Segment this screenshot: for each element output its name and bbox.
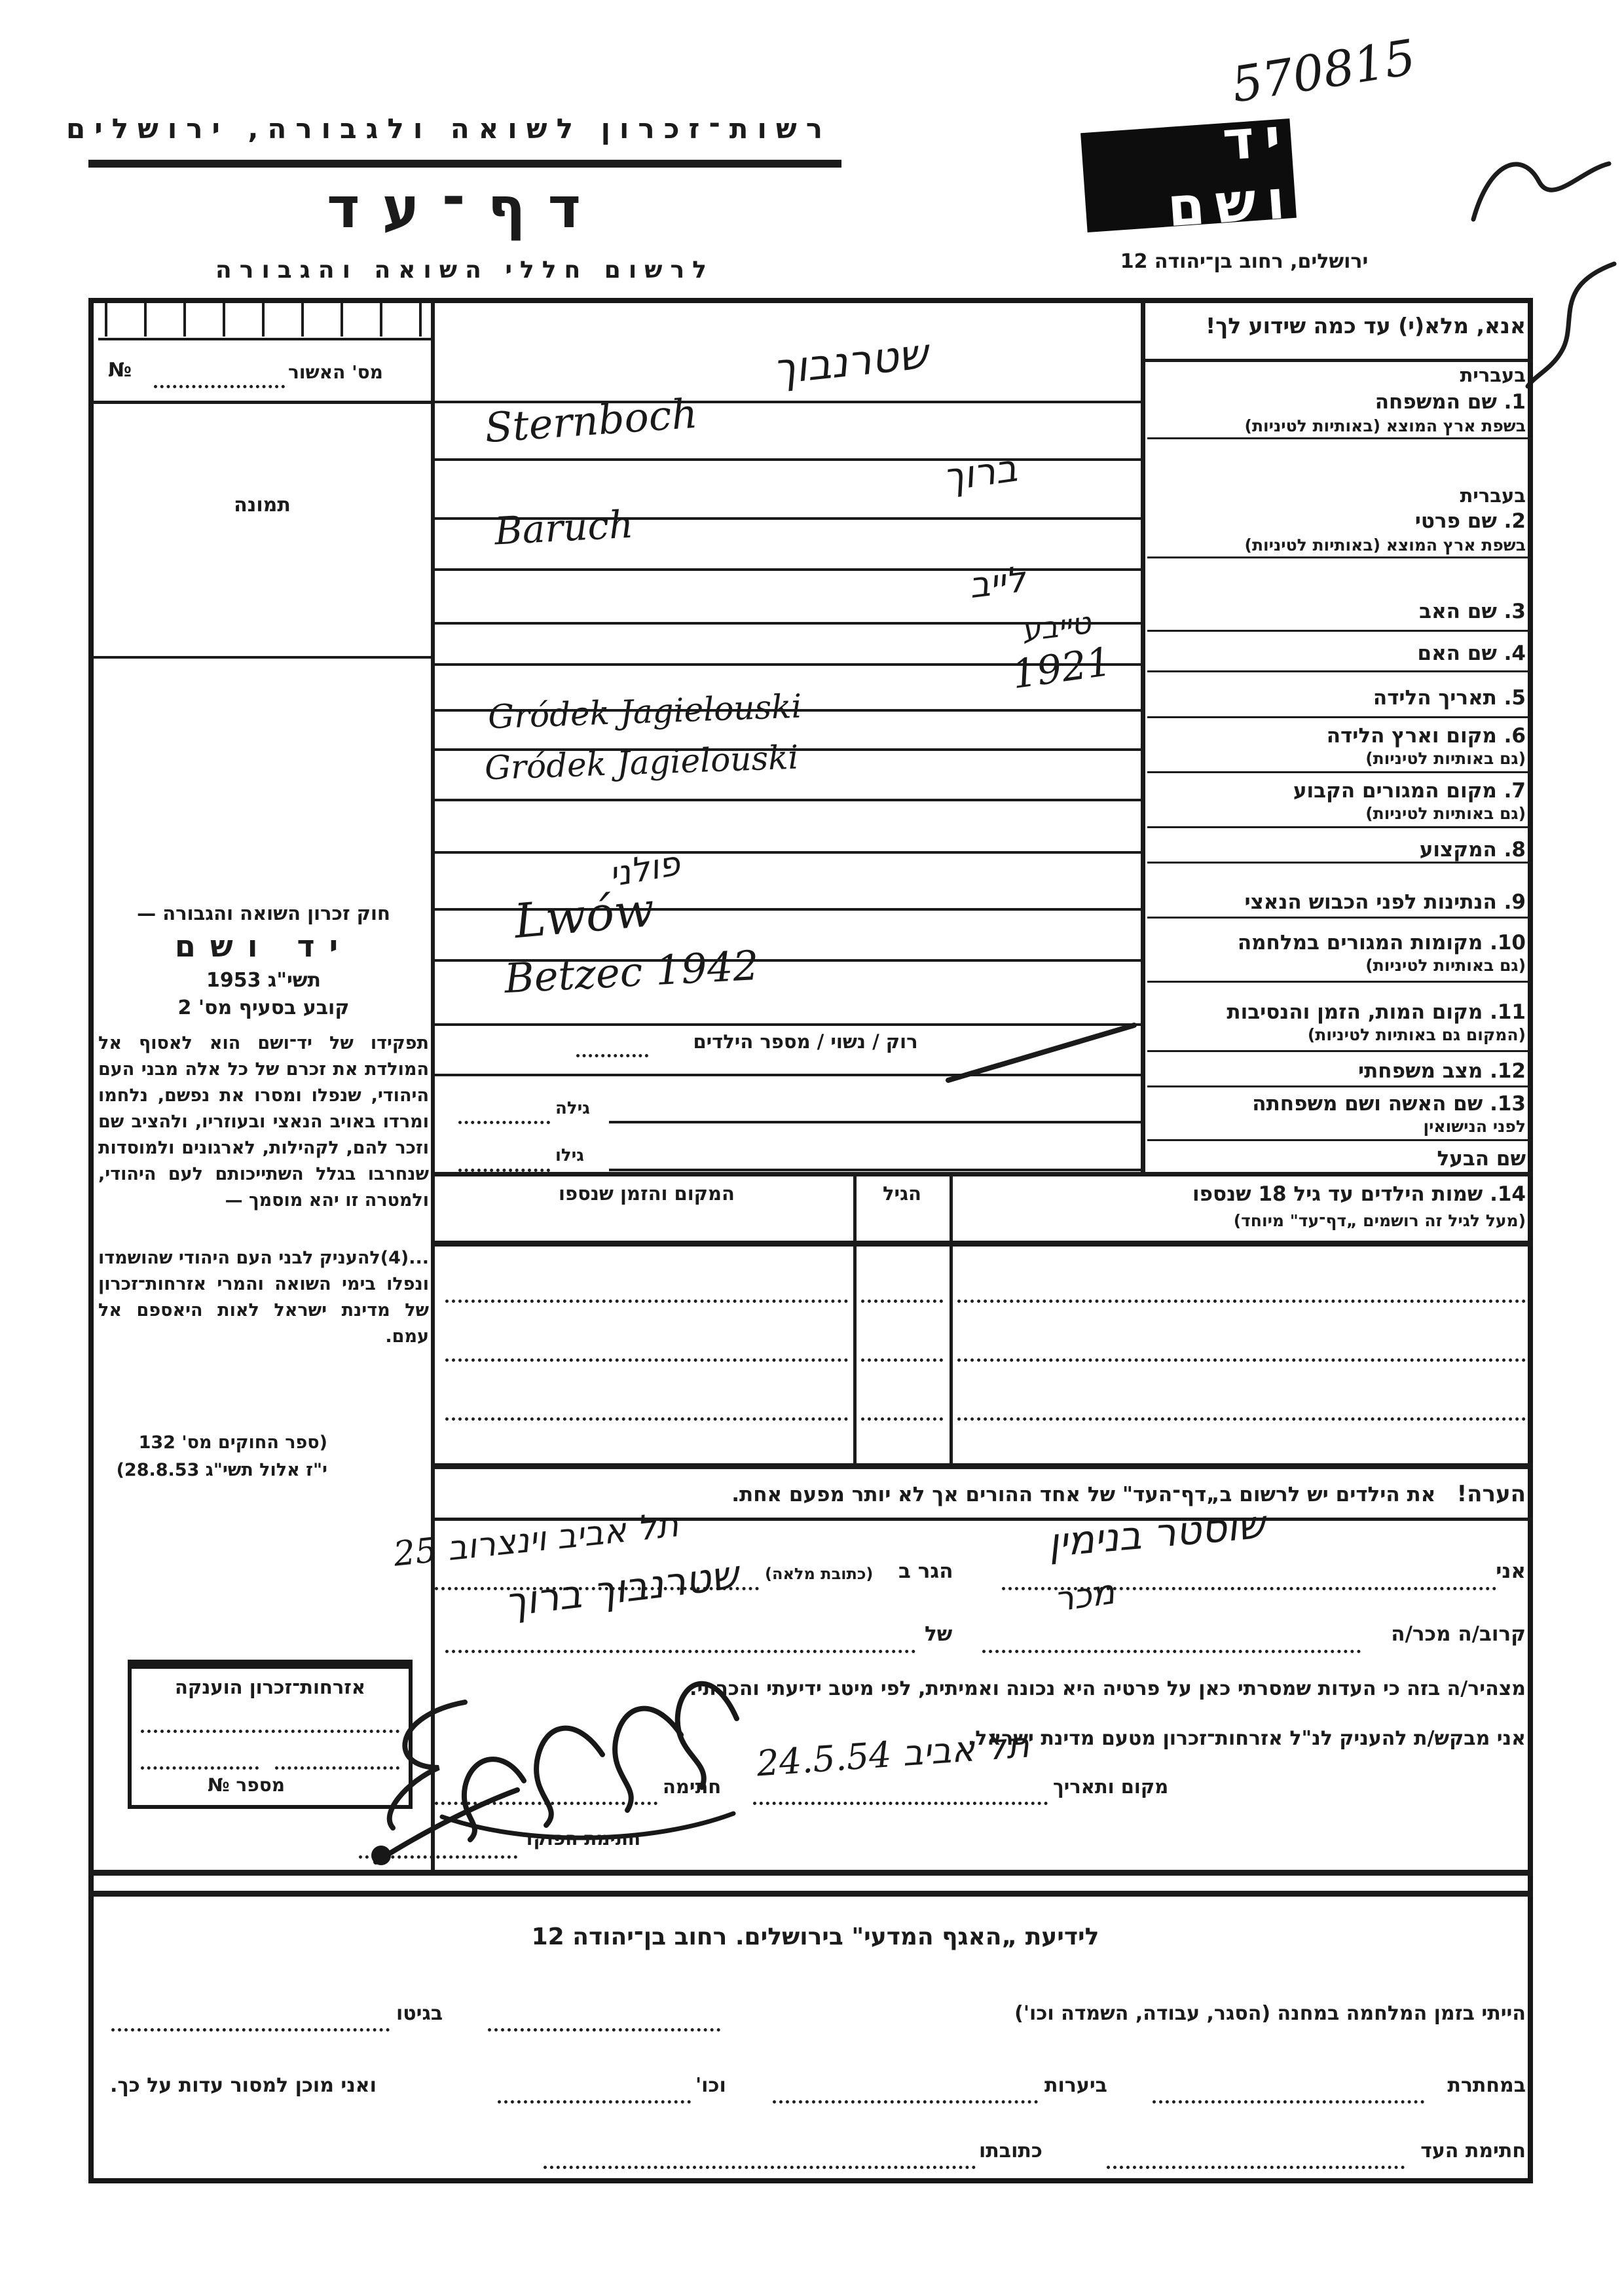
separator-heavy-1 (88, 1870, 1533, 1876)
field-2-label: 2. שם פרטי (1414, 509, 1526, 533)
field-13-line[interactable] (609, 1121, 1141, 1123)
decl-residing-label: הגר ב (898, 1559, 953, 1583)
bottom-line1-camp: הייתי בזמן המלחמה במחנה (הסגר, עבודה, השמדה וכו') (1014, 2002, 1526, 2025)
bottom-line1-ghetto: בגיטו (396, 2002, 443, 2025)
hw-first-name-latin: Baruch (493, 501, 635, 554)
bottom-witness-signature-label: חתימת העד (1420, 2140, 1526, 2162)
bottom-line2-ready: ואני מוכן למסור עדות על כך. (110, 2074, 377, 2097)
wife-age-label: גילה (555, 1099, 590, 1118)
hw-residence-place: Gródek Jagielouski (484, 738, 800, 788)
field-1-hebrew-note: בעברית (1460, 364, 1526, 386)
field-9-label: 9. הנתינות לפני הכבוש הנאצי (1244, 890, 1526, 914)
field-12-label: 12. מצב משפחתי (1357, 1059, 1526, 1083)
field-10-label: 10. מקומות המגורים במלחמה (1237, 931, 1526, 955)
labels-rule-13 (1147, 1139, 1531, 1141)
field-1-label: 1. שם המשפחה (1375, 390, 1526, 414)
labels-rule-12 (1147, 1085, 1531, 1087)
bottom-ghetto-line[interactable] (111, 2028, 390, 2032)
decl-of-label: של (925, 1622, 953, 1646)
bottom-underground-line[interactable] (1153, 2100, 1424, 2104)
field-7-label: 7. מקום המגורים הקבוע (1293, 779, 1526, 803)
hw-death-place-time: Betzec 1942 (503, 941, 760, 1003)
yad-vashem-logo-text: יד ושם (1165, 106, 1298, 240)
field-1-line-latin[interactable] (435, 458, 1141, 461)
labels-rule-9 (1147, 917, 1531, 919)
hw-place-date: תל אביב 24.5.54 (755, 1724, 1031, 1785)
law-source-1: (ספר החוקים מס' 132 (138, 1432, 327, 1453)
decl-statement: מצהיר/ה בזה כי העדות שמסרתי כאן על פרטיה היא נכונה ואמיתית, לפי מיטב ידיעתי והכרתי. (690, 1677, 1526, 1700)
place-date-line[interactable] (753, 1802, 1048, 1805)
table-vline-age-right (950, 1172, 953, 1467)
table-vline-age-left (853, 1172, 857, 1467)
hw-birth-year: 1921 (1008, 638, 1115, 699)
child-row-2-age[interactable] (861, 1358, 943, 1362)
stray-scribble (354, 1689, 485, 1833)
header-underline (88, 160, 841, 168)
child-row-1-age[interactable] (861, 1300, 943, 1303)
hw-family-name-latin: Sternboch (483, 389, 699, 452)
field-6-label: 6. מקום וארץ הלידה (1326, 724, 1526, 748)
law-logo-text: יד ושם (174, 928, 353, 964)
marital-options: רוק / נשוי / מספר הילדים (693, 1030, 918, 1053)
hw-father-name: לייב (967, 558, 1028, 607)
labels-rule-1 (1147, 437, 1531, 439)
separator-heavy-2 (88, 1891, 1533, 1897)
margin-scribble-top (1464, 141, 1614, 232)
hw-birth-place: Gródek Jagielouski (487, 687, 803, 737)
child-row-3-place[interactable] (445, 1417, 848, 1421)
hw-mother-name: טייבע (1020, 604, 1093, 649)
child-row-3-age[interactable] (861, 1417, 943, 1421)
photo-box-bottom (92, 656, 432, 659)
place-date-label: מקום ותאריך (1053, 1776, 1169, 1798)
labels-rule-10 (1147, 981, 1531, 983)
hw-witness-address: תל אביב וינצרוב 25 (392, 1505, 681, 1575)
wife-age-dots[interactable] (458, 1121, 550, 1124)
decl-relation-label: קרוב/ה מכר/ה (1391, 1622, 1526, 1646)
stamp-box-number-label: מספר № (207, 1774, 285, 1796)
note-text: את הילדים יש לרשום ב„דף־העד" של אחד ההורים אך לא יותר מפעם אחת. (731, 1483, 1436, 1506)
child-row-3-name[interactable] (957, 1417, 1526, 1421)
decl-request: אני מבקש/ת להעניק לנ"ל אזרחות־זכרון מטעם מדינת ישראל. (967, 1727, 1526, 1750)
table-bottom-rule (432, 1463, 1533, 1469)
bottom-line2-etc: וכו' (695, 2074, 726, 2097)
approval-number-sign: № (108, 359, 132, 382)
fill-instruction: אנא, מלא(י) עד כמה שידוע לך! (1206, 313, 1526, 338)
child-row-2-place[interactable] (445, 1358, 848, 1362)
form-title: דף־עד (326, 175, 604, 241)
labels-rule-5 (1147, 716, 1531, 718)
decl-address-hint: (כתובת מלאה) (765, 1565, 874, 1583)
stamp-box-line-2[interactable] (141, 1766, 259, 1770)
law-heading: חוק זכרון השואה והגבורה — (137, 902, 390, 924)
field-7-sublabel: (גם באותיות לטיניות) (1365, 804, 1526, 823)
labels-rule-6 (1147, 771, 1531, 773)
bottom-heading: לידיעת „האגף המדעי" בירושלים. רחוב בן־יהודה 12 (531, 1923, 1099, 1950)
bottom-etc-line[interactable] (498, 2100, 691, 2104)
approval-number-label: מס' האשור (288, 361, 383, 383)
field-11-sublabel: (המקום גם באותיות לטיניות) (1307, 1025, 1526, 1044)
labels-column-separator (1141, 300, 1145, 1172)
table-top-rule (432, 1172, 1533, 1176)
field-7-line[interactable] (435, 799, 1141, 801)
law-source-2: י"ז אלול תשי"ג 28.8.53) (116, 1460, 327, 1480)
approval-number-line[interactable] (154, 385, 285, 388)
decl-of-line[interactable] (445, 1650, 915, 1653)
field-13-label: 13. שם האשה ושם משפחתה (1252, 1092, 1526, 1116)
photo-box[interactable] (94, 403, 431, 656)
hw-first-name-hebrew: ברוך (940, 445, 1020, 500)
husband-name-label: שם הבעל (1437, 1147, 1526, 1171)
field-11-label: 11. מקום המות, הזמן והנסיבות (1227, 1000, 1526, 1024)
child-row-1-name[interactable] (957, 1300, 1526, 1303)
form-subtitle: לרשום חללי השואה והגבורה (215, 257, 714, 283)
hw-war-residence: Lwów (511, 881, 657, 949)
field-5-label: 5. תאריך הלידה (1373, 686, 1526, 710)
address-line: ירושלים, רחוב בן־יהודה 12 (1120, 250, 1369, 273)
bottom-line2-forests: ביערות (1044, 2074, 1107, 2097)
tick-strip-line (98, 338, 431, 340)
field-3-label: 3. שם האב (1419, 600, 1526, 623)
hw-citizenship: פולני (606, 844, 684, 895)
children-count-dots[interactable] (576, 1054, 648, 1057)
husband-age-label: גילו (555, 1146, 584, 1165)
labels-rule-8 (1147, 862, 1531, 864)
yad-vashem-logo (1080, 106, 1298, 240)
clerk-signature-label: חתימת הפוקד (523, 1828, 641, 1850)
law-clause4: ...(4)להעניק לבני העם היהודי שהושמדו ונפלו בימי השואה והמרי אזרחות־זכרון של מדינת ישראל לאות היאספם אל עמם. (98, 1248, 429, 1347)
decl-relation-line[interactable] (982, 1650, 1361, 1653)
hw-relation: מכר (1052, 1572, 1117, 1620)
hw-witness-name: שוסטר בנימין (1046, 1501, 1267, 1567)
labels-rule-4 (1147, 670, 1531, 672)
bottom-witness-signature-line[interactable] (1107, 2166, 1405, 2169)
field-6-sublabel: (גם באותיות לטיניות) (1365, 749, 1526, 768)
col-place-time-header: המקום והזמן שנספו (559, 1182, 735, 1205)
law-section: קובע בסעיף מס' 2 (177, 996, 350, 1019)
husband-name-line[interactable] (609, 1169, 1141, 1171)
bottom-forests-line[interactable] (773, 2100, 1038, 2104)
note-label: הערה! (1456, 1481, 1526, 1507)
field-8-line[interactable] (435, 851, 1141, 854)
signature-label: חתימה (663, 1776, 722, 1798)
bottom-line2-underground: במחתרת (1447, 2074, 1526, 2097)
note-row (731, 1481, 1526, 1507)
hw-deceased-name: שטרנבוך ברוך (502, 1552, 741, 1626)
field-2-sublabel: בשפת ארץ המוצא (באותיות לטיניות) (1244, 536, 1526, 555)
field-4-label: 4. שם האם (1417, 642, 1526, 665)
labels-rule-2 (1147, 556, 1531, 558)
left-column-separator (431, 300, 435, 1871)
labels-rule-3 (1147, 630, 1531, 632)
bottom-camp-line[interactable] (488, 2028, 720, 2032)
field-8-label: 8. המקצוע (1419, 838, 1526, 862)
bottom-address-label: כתובתו (979, 2140, 1043, 2162)
table-header-rule (432, 1241, 1533, 1247)
children-sublabel: (מעל לגיל זה רושמים „דף־עד" מיוחד) (1233, 1211, 1526, 1230)
labels-rule-7 (1147, 826, 1531, 828)
instruction-underline (1145, 359, 1533, 362)
decl-i-label: אני (1496, 1559, 1526, 1583)
hw-family-name-hebrew: שטרנבוך (770, 329, 931, 395)
law-body: תפקידו של יד־ושם הוא לאסוף אל המולדת את זכרם של כל אלה מבני העם היהודי, שנפלו ומסרו את נפשם, נלחמו ומרדו באויב הנאצי ובעוזריו, ולהציב שם וזכר להם, לקהילות, לארגונים ולמוסדות שנחרבו בגלל השתייכותם לעם היהודי, ולמטרה זו יהא מוסמך — (98, 1033, 429, 1211)
labels-rule-11 (1147, 1050, 1531, 1052)
field-13-sublabel: לפני הנישואין (1423, 1117, 1526, 1136)
stamp-box-title: אזרחות־זכרון הוענקה (174, 1676, 366, 1698)
child-row-2-name[interactable] (957, 1358, 1526, 1362)
children-label: 14. שמות הילדים עד גיל 18 שנספו (1192, 1182, 1526, 1206)
field-2-line-latin[interactable] (435, 568, 1141, 571)
field-2-hebrew-note: בעברית (1460, 484, 1526, 507)
field-10-sublabel: (גם באותיות לטיניות) (1365, 956, 1526, 975)
law-year: תשי"ג 1953 (206, 969, 322, 992)
serial-number-handwritten: 570815 (1228, 29, 1420, 114)
authority-line: רשות־זכרון לשואה ולגבורה, ירושלים (65, 113, 832, 145)
photo-label: תמונה (234, 494, 291, 517)
hw-marital-slash (943, 1020, 1139, 1085)
child-row-1-place[interactable] (445, 1300, 848, 1303)
bottom-address-line[interactable] (544, 2166, 976, 2169)
field-1-sublabel: בשפת ארץ המוצא (באותיות לטיניות) (1244, 416, 1526, 435)
col-age-header: הגיל (883, 1182, 921, 1205)
